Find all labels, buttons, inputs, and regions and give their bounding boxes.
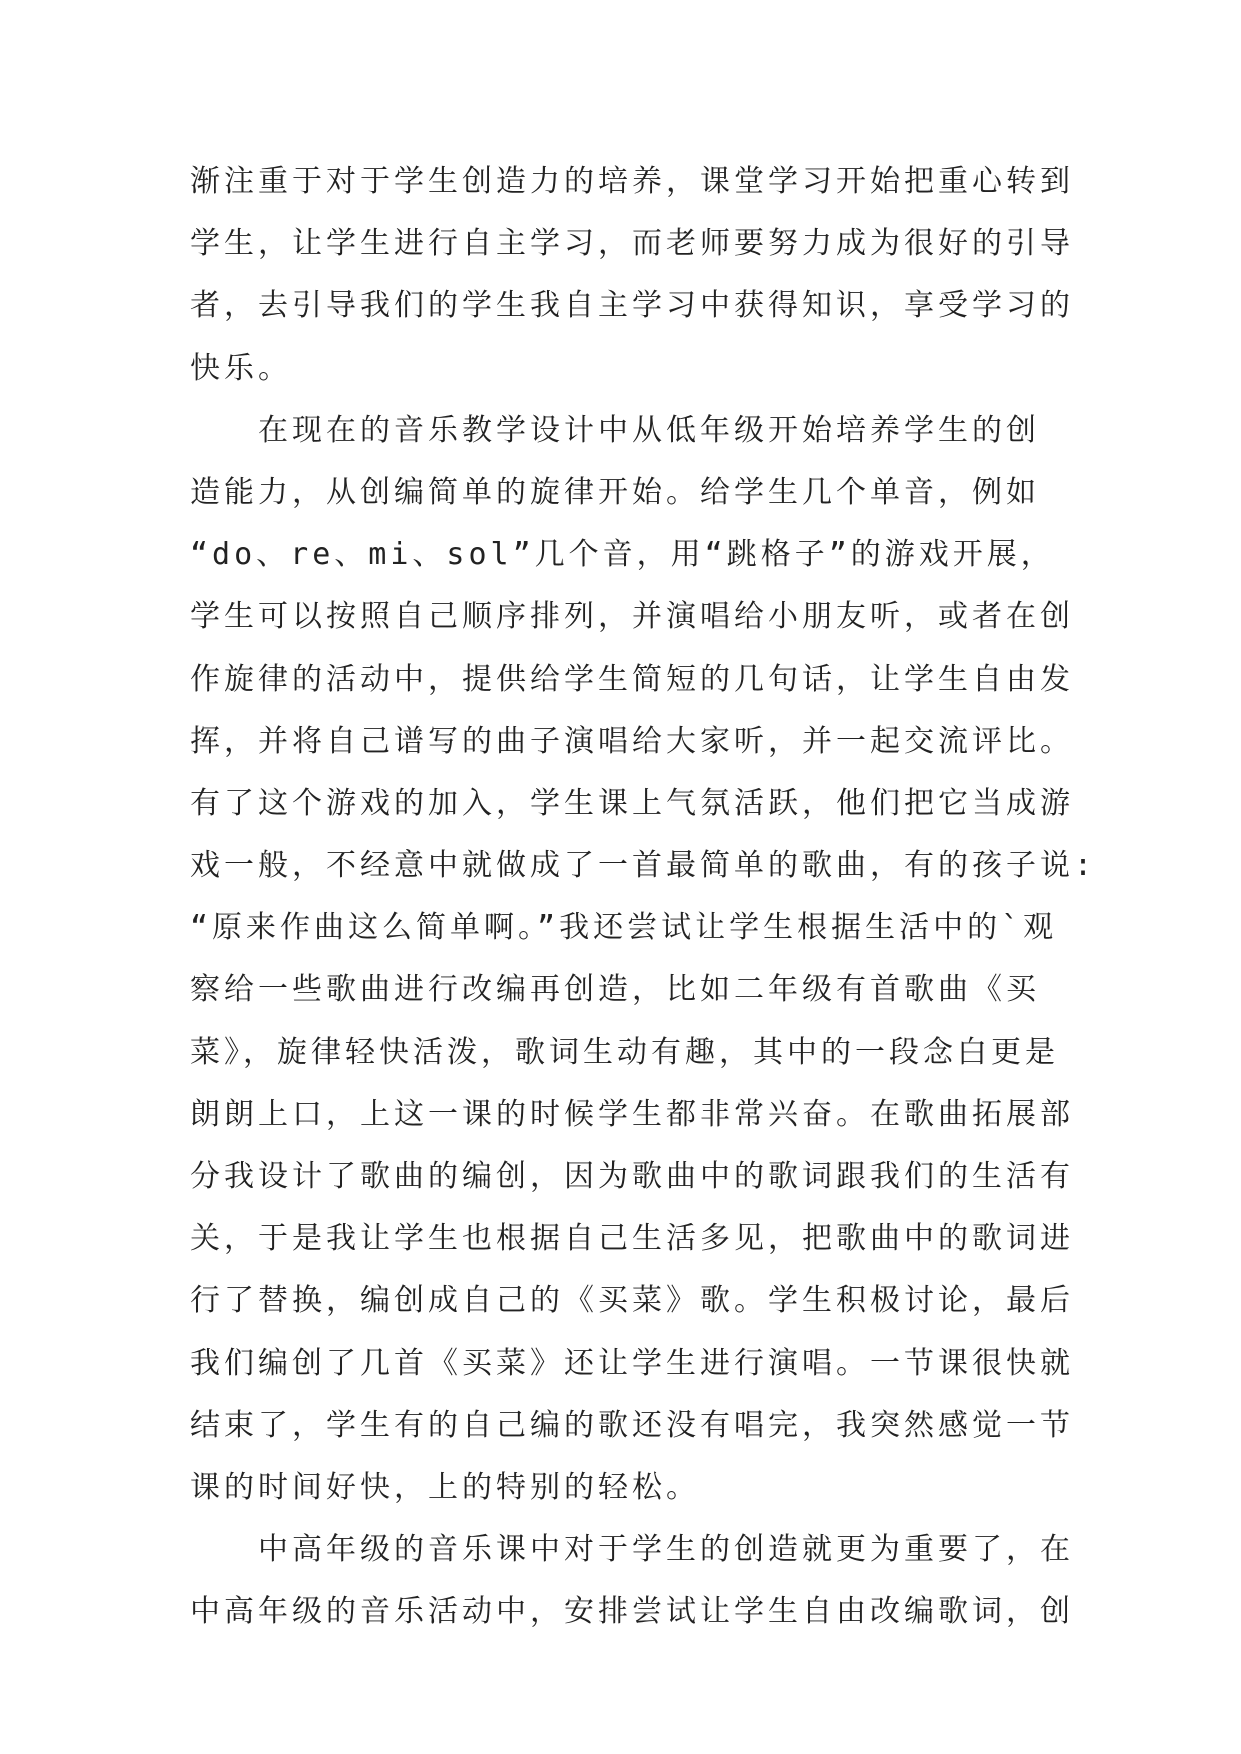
paragraph-first-line: 在现在的音乐教学设计中从低年级开始培养学生的创 bbox=[258, 412, 1040, 448]
text-line: 分我设计了歌曲的编创，因为歌曲中的歌词跟我们的生活有 bbox=[190, 1159, 1074, 1194]
text-line: 学生可以按照自己顺序排列，并演唱给小朋友听，或者在创 bbox=[190, 599, 1074, 635]
text-line: 渐注重于对于学生创造力的培养，课堂学习开始把重心转到 bbox=[190, 164, 1074, 199]
text-line: 我们编创了几首《买菜》还让学生进行演唱。一节课很快就 bbox=[190, 1345, 1074, 1381]
text-line: 关，于是我让学生也根据自己生活多见，把歌曲中的歌词进 bbox=[190, 1221, 1074, 1257]
text-line: 结束了，学生有的自己编的歌还没有唱完，我突然感觉一节 bbox=[190, 1407, 1074, 1443]
text-line: 有了这个游戏的加入，学生课上气氛活跃，他们把它当成游 bbox=[190, 785, 1074, 821]
text-line: 中高年级的音乐活动中，安排尝试让学生自由改编歌词，创 bbox=[190, 1594, 1074, 1630]
text-line: 戏一般，不经意中就做成了一首最简单的歌曲，有的孩子说: bbox=[190, 848, 1097, 884]
text-line: 察给一些歌曲进行改编再创造，比如二年级有首歌曲《买 bbox=[190, 972, 1040, 1008]
text-line: 课的时间好快，上的特别的轻松。 bbox=[190, 1469, 700, 1505]
text-line: “原来作曲这么简单啊。”我还尝试让学生根据生活中的`观 bbox=[190, 910, 1058, 946]
text-line: 朗朗上口，上这一课的时候学生都非常兴奋。在歌曲拓展部 bbox=[190, 1096, 1074, 1132]
text-line: 作旋律的活动中，提供给学生简短的几句话，让学生自由发 bbox=[190, 661, 1074, 697]
text-line: 挥，并将自己谱写的曲子演唱给大家听，并一起交流评比。 bbox=[190, 723, 1074, 759]
text-line: 造能力，从创编简单的旋律开始。给学生几个单音，例如 bbox=[190, 474, 1040, 510]
text-line: “do、re、mi、sol”几个音，用“跳格子”的游戏开展， bbox=[190, 537, 1055, 573]
paragraph-first-line: 中高年级的音乐课中对于学生的创造就更为重要了，在 bbox=[258, 1532, 1074, 1568]
text-line: 菜》，旋律轻快活泼，歌词生动有趣，其中的一段念白更是 bbox=[190, 1034, 1059, 1070]
body-text bbox=[190, 160, 1097, 1653]
text-line: 快乐。 bbox=[190, 350, 292, 386]
text-line: 学生，让学生进行自主学习，而老师要努力成为很好的引导 bbox=[190, 226, 1074, 262]
text-line: 者，去引导我们的学生我自主学习中获得知识，享受学习的 bbox=[190, 288, 1074, 324]
text-line: 行了替换，编创成自己的《买菜》歌。学生积极讨论，最后 bbox=[190, 1283, 1074, 1319]
